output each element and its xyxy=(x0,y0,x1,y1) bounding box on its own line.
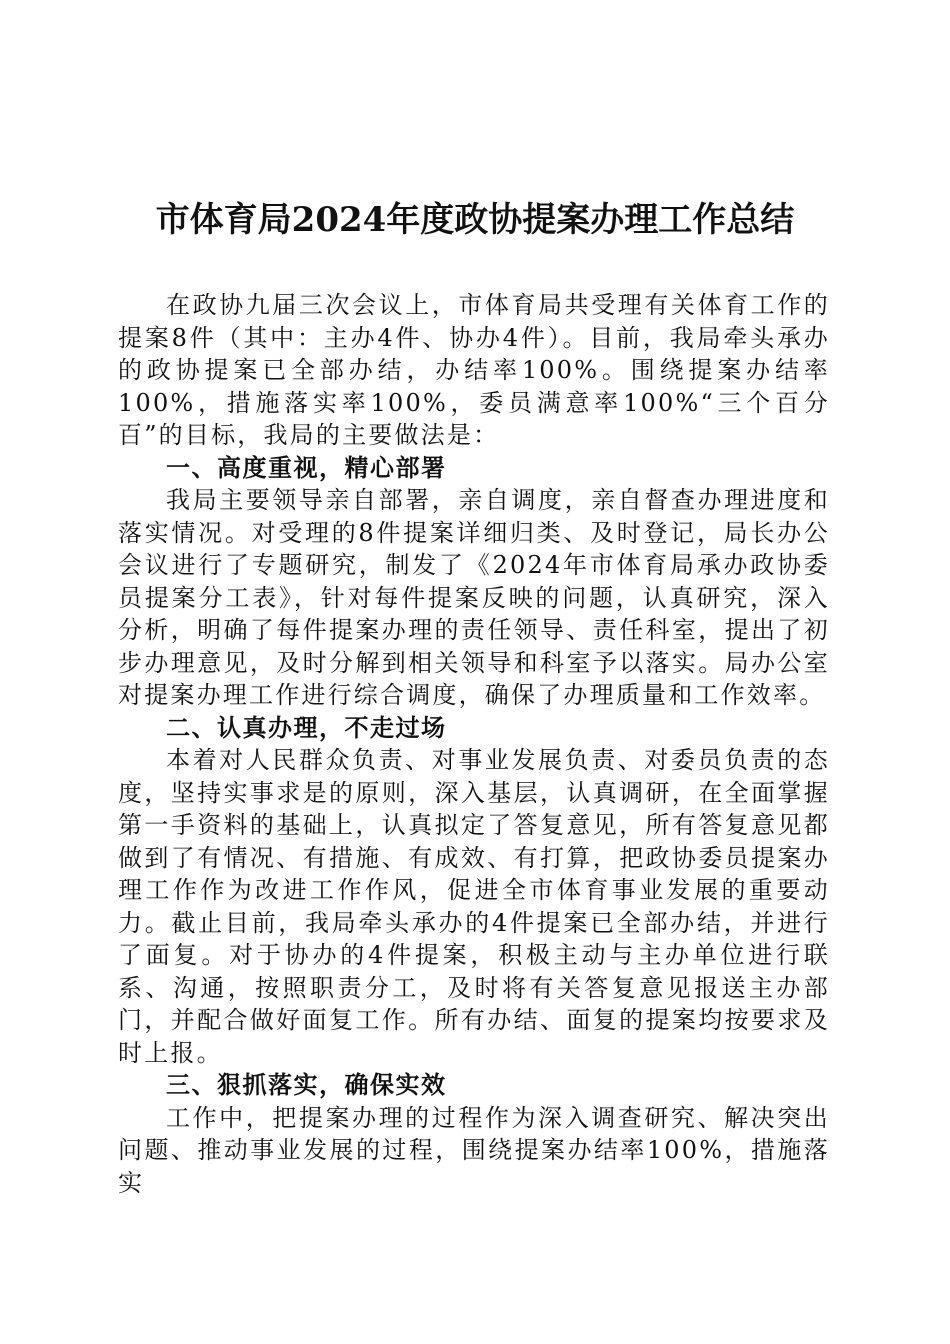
section-paragraph-3: 工作中，把提案办理的过程作为深入调查研究、解决突出问题、推动事业发展的过程，围绕提案办结率100%，措施落实 xyxy=(118,1103,830,1197)
section-heading-2: 二、认真办理，不走过场 xyxy=(166,713,447,742)
section-paragraph-2: 本着对人民群众负责、对事业发展负责、对委员负责的态度，坚持实事求是的原则，深入基层，认真调研，在全面掌握第一手资料的基础上，认真拟定了答复意见，所有答复意见都做到了有情况、有措施、有成效、有打算，把政协委员提案办理工作作为改进工作作风，促进全市体育事业发展的重要动力。截止目前，我局牵头承办的4件提案已全部办结，并进行了面复。对于协办的4件提案，积极主动与主办单位进行联系、沟通，按照职责分工，及时将有关答复意见报送主办部门，并配合做好面复工作。所有办结、面复的提案均按要求及时上报。 xyxy=(118,746,830,1067)
intro-paragraph: 在政协九届三次会议上，市体育局共受理有关体育工作的提案8件（其中：主办4件、协办4件）。目前，我局牵头承办的政协提案已全部办结，办结率100%。围绕提案办结率100%，措施落实率100%，委员满意率100%“三个百分百”的目标，我局的主要做法是： xyxy=(118,291,830,449)
section-heading-1: 一、高度重视，精心部署 xyxy=(166,453,447,482)
section-heading-3: 三、狠抓落实，确保实效 xyxy=(166,1071,447,1099)
section-paragraph-1: 我局主要领导亲自部署，亲自调度，亲自督查办理进度和落实情况。对受理的8件提案详细归类、及时登记，局长办公会议进行了专题研究，制发了《2024年市体育局承办政协委员提案分工表》，针对每件提案反映的问题，认真研究，深入分析，明确了每件提案办理的责任领导、责任科室，提出了初步办理意见，及时分解到相关领导和科室予以落实。局办公室对提案办理工作进行综合调度，确保了办理质量和工作效率。 xyxy=(118,486,830,709)
document-body xyxy=(118,289,830,1199)
document-title: 市体育局2024年度政协提案办理工作总结 xyxy=(155,200,795,240)
